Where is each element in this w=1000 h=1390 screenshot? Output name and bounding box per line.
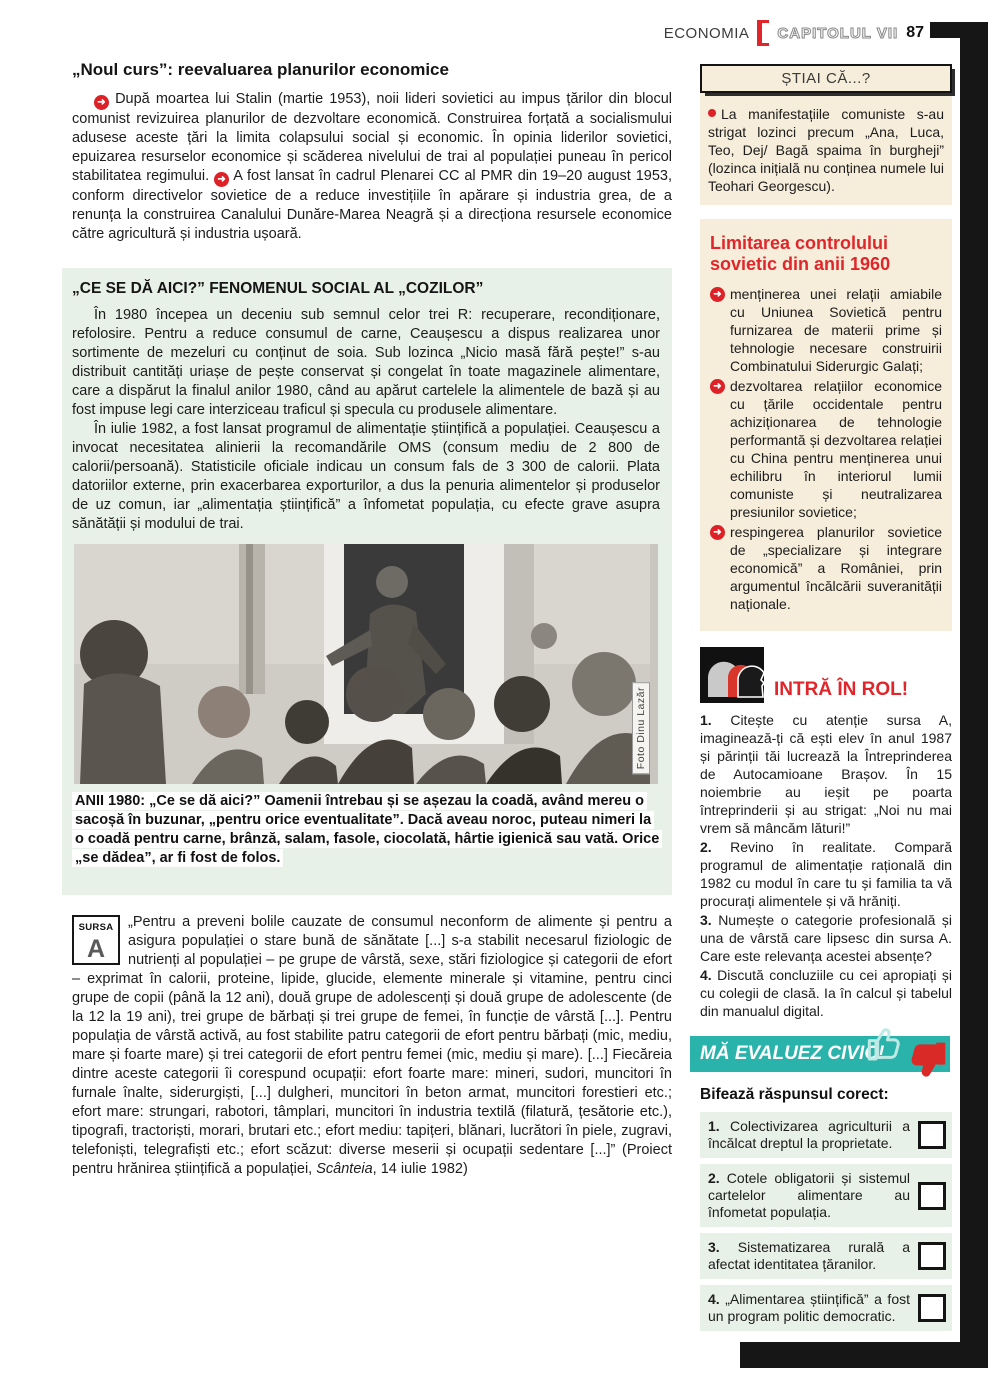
page-number: 87 [906, 24, 924, 41]
checkbox[interactable] [918, 1242, 946, 1270]
checklist-text [708, 1118, 910, 1152]
photo-caption-text: ANII 1980: „Ce se dă aici?” Oamenii întrebau și se așezau la coadă, având mereu o sacoșă în buzunar, „pentru orice eventualitate”. Dacă aveau noroc, puteau nimeri la o coadă pentru carne, brânză, salam, fasole, ciocolată, hârtie igienică sau vată. Orice „se dădea”, ar fi fost de folos. [72, 792, 662, 867]
item-text: „Alimentarea științifică” a fost un program politic democratic. [708, 1291, 910, 1324]
section1-title: „Noul curs”: reevaluarea planurilor economice [72, 60, 449, 79]
section1-text-b: A fost lansat în cadrul Plenarei CC al PMR din 19–20 august 1953, conform directivelor sovietice de a reduce investițiile în apărare și industria grea, de a renunța la construirea Canalului Dunăre-Marea Neagră și a direcționa resursele economice către agricultură și industria ușoară. [72, 168, 672, 242]
section2-title: „CE SE DĂ AICI?” FENOMENUL SOCIAL AL „COZILOR” [72, 280, 484, 297]
checklist-heading: Bifează răspunsul corect: [700, 1086, 889, 1103]
item-text: Citește cu atenție sursa A, imaginează-ți că ești elev în anul 1987 și părinții tăi lucrează la Întreprinderea de Autocamioane Brașov. În 15 noiembrie au ieșit pe poarta întreprinderii și au strigat: „Noi nu mai vrem să mâncăm lături!” [700, 712, 952, 836]
self-evaluate-banner [690, 1036, 950, 1072]
chapter-label: CAPITOLUL VII [777, 24, 899, 42]
source-a-cite-title: Scânteia [316, 1160, 373, 1177]
checklist-item [700, 1112, 952, 1158]
item-number: 4. [708, 1291, 720, 1307]
thumbs-up-icon [866, 1024, 906, 1064]
banner-label: MĂ EVALUEZ CIVIC! [700, 1043, 885, 1064]
checkbox[interactable] [918, 1294, 946, 1322]
corner-decor-tab [930, 22, 962, 38]
source-badge-letter: A [86, 934, 106, 963]
role-play-item [700, 911, 952, 965]
photo-credit: Foto Dinu Lazăr [632, 682, 650, 774]
item-text: Colectivizarea agriculturii a încălcat dreptul la proprietate. [708, 1118, 910, 1151]
list-item [710, 285, 942, 375]
item-number: 2. [708, 1170, 720, 1186]
bullet-text: respingerea planurilor sovietice de „specializare și integrare economică” a României, prin argumentul încălcării suveranității naționale. [730, 524, 942, 612]
role-play-title: INTRĂ ÎN ROL! [774, 679, 909, 700]
source-a-cite-post: , 14 iulie 1982) [372, 1160, 468, 1177]
red-arrow-icon [710, 379, 725, 394]
soviet-control-title: Limitarea controlului sovietic din anii 1960 [710, 233, 891, 274]
sidebar-column [700, 64, 952, 1337]
checklist-item [700, 1164, 952, 1227]
queue-photo [74, 544, 658, 784]
red-bracket-icon [757, 20, 769, 46]
did-you-know-body [700, 105, 952, 195]
cozi-panel [62, 268, 672, 895]
checklist-item [700, 1233, 952, 1279]
red-arrow-icon [94, 95, 109, 110]
section-label: ECONOMIA [663, 24, 750, 42]
source-a-cite-pre: (Proiect pentru hrănirea științifică a populației, [72, 1141, 672, 1177]
did-you-know-text: La manifestațiile comuniste s-au strigat lozinci precum „Ana, Luca, Teo, Dej/ Bagă spaima în burgheji” (lozinca inițială nu conținea numele lui Teohari Georgescu). [708, 106, 944, 194]
list-item [710, 377, 942, 521]
source-a-badge [72, 915, 120, 965]
checkbox[interactable] [918, 1121, 946, 1149]
role-play-icon [700, 647, 764, 703]
checklist-text [708, 1239, 910, 1273]
did-you-know-title: ȘTIAI CĂ...? [700, 64, 952, 93]
main-column [72, 60, 672, 1179]
red-dot-icon [708, 109, 716, 117]
item-number: 3. [708, 1239, 720, 1255]
red-arrow-icon [710, 525, 725, 540]
red-arrow-icon [710, 287, 725, 302]
red-arrow-icon [214, 172, 229, 187]
checklist-text [708, 1170, 910, 1221]
section2-paragraph-2 [72, 420, 660, 534]
item-text: Numește o categorie profesională și una de vârstă care lipsesc din sursa A. Care este relevanța acestei absențe? [700, 912, 952, 964]
bullet-text: menținerea unei relații amiabile cu Uniunea Sovietică pentru furnizarea de materii prime și tehnologie necesare construirii Combinatului Siderurgic Galați; [730, 286, 942, 374]
item-number: 2. [700, 839, 712, 855]
item-text: Cotele obligatorii și sistemul cartelelor alimentare au înfometat populația. [708, 1170, 910, 1220]
source-a-text: „Pentru a preveni bolile cauzate de consumul neconform de alimente și pentru a asigura populației o stare bună de sănătate [...] s-a stabilit necesarul fiziologic de nutrienți al populației – pe grupe de vârstă, sexe, stări fiziologice și categorii de efort – exprimat în calorii, proteine, lipide, glucide, elemente minerale și vitamine, pentru cinci grupe de copii (până la 12 ani), două grupe de adolescenți și două grupe de adolescente (de la 12 la 19 ani), trei grupe de bărbați și trei grupe de femei, în funcție de vârstă [...]. Pentru populația de vârstă activă, au fost stabilite patru categorii de efort pentru bărbați (mic, mediu, mare și foarte mare) și trei categorii de efort pentru femei (mic, mediu și mare). [...] Fiecăreia dintre aceste categorii îi corespund ocupații: efort foarte mare: mineri, sudori, muncitori în furnale înalte, siderurgiști, [...] dulgheri, muncitori în beton armat, muncitori forestieri etc.; efort mare: strungari, rabotori, tâmplari, muncitori în industria textilă (filatură, țesătorie etc.), tipografi, tractoriști, morari, brutari etc.; efort mediu: tapițeri, blănari, lucrători în piele, zugravi, telefoniști, telegrafiști etc.; efort scăzut: diverse meserii și ocupații sedentare [...]” [72, 913, 672, 1158]
bottom-corner-bar [740, 1342, 988, 1368]
section2-paragraph-1 [72, 306, 660, 420]
item-number: 1. [700, 712, 712, 728]
section1-text-a: După moartea lui Stalin (martie 1953), noii lideri sovietici au impus țărilor din blocul comunist revizuirea planurilor de dezvoltare economică. Construirea forțată a socialismului adusese aceste țări la limita colapsului social și economic. În opinia liderilor sovietici, epuizarea resurselor economice și scăderea nivelului de trai al populației puneau în pericol stabilitatea regimului. [72, 91, 672, 184]
section2-text-1: În 1980 începea un deceniu sub semnul celor trei R: recuperare, recondiționare, refolosire. Pentru a reduce consumul de carne, Ceaușescu a dispus realizarea unor sortimente de mezeluri cu conținut de soia. Sub lozinca „Nicio masă fără pește!” s-au distribuit cantități uriașe de pește conservat și congelat în toate magazinele alimentare, care a dispărut la finalul anilor 1980, când au apărut cartelele la alimentele de bază și au fost impuse legi care interziceau traficul și specula cu produsele alimentare. [72, 307, 660, 418]
role-play-item [700, 711, 952, 837]
item-number: 1. [708, 1118, 720, 1134]
checkbox[interactable] [918, 1182, 946, 1210]
section1-paragraph [72, 90, 672, 244]
page-header [664, 20, 924, 46]
right-edge-bar [960, 22, 988, 1368]
role-play-header [700, 647, 952, 703]
role-play-item [700, 966, 952, 1020]
source-badge-label: SURSA [78, 921, 114, 933]
bullet-text: dezvoltarea relațiilor economice cu țările occidentale pentru achiziționarea de tehnologie performantă și dezvoltarea relației cu China pentru menținerea unui echilibru în interiorul lumii comuniste și neutralizarea presiunilor sovietice; [730, 378, 942, 520]
role-play-item [700, 838, 952, 910]
item-text: Discută concluziile cu cei apropiați și cu colegii de clasă. Ia în calcul și tabelul din manualul digital. [700, 967, 952, 1019]
checklist-item [700, 1285, 952, 1331]
list-item [710, 523, 942, 613]
role-play-section [700, 647, 952, 1020]
did-you-know-box [700, 64, 952, 205]
item-number: 3. [700, 912, 712, 928]
photo-caption [72, 792, 660, 868]
item-text: Revino în realitate. Compară programul de alimentație rațională din 1982 cu modul în care tu și familia ta vă procurați alimentele și vă hrăniți. [700, 839, 952, 909]
thumbs-down-icon [904, 1038, 948, 1082]
section2-text-2: În iulie 1982, a fost lansat programul de alimentație științifică a populației. Ceaușescu a invocat necesitatea alinierii la recomandările OMS (consum mediu de 2 800 de calorii/persoană). Statisticile oficiale indicau un consum fals de 3 300 de calorii. Plata datoriilor externe, prin exacerbarea exporturilor, a dus la penuria alimentelor și produselor de uz comun, iar „alimentația științifică” a înfometat populația, cu efecte grave asupra sănătății și modului de trai. [72, 421, 660, 532]
checklist-text [708, 1291, 910, 1325]
item-text: Sistematizarea rurală a afectat identitatea țăranilor. [708, 1239, 910, 1272]
source-a-block [72, 913, 672, 1179]
queue-photo-illustration [74, 544, 650, 784]
soviet-control-box [700, 219, 952, 631]
item-number: 4. [700, 967, 712, 983]
